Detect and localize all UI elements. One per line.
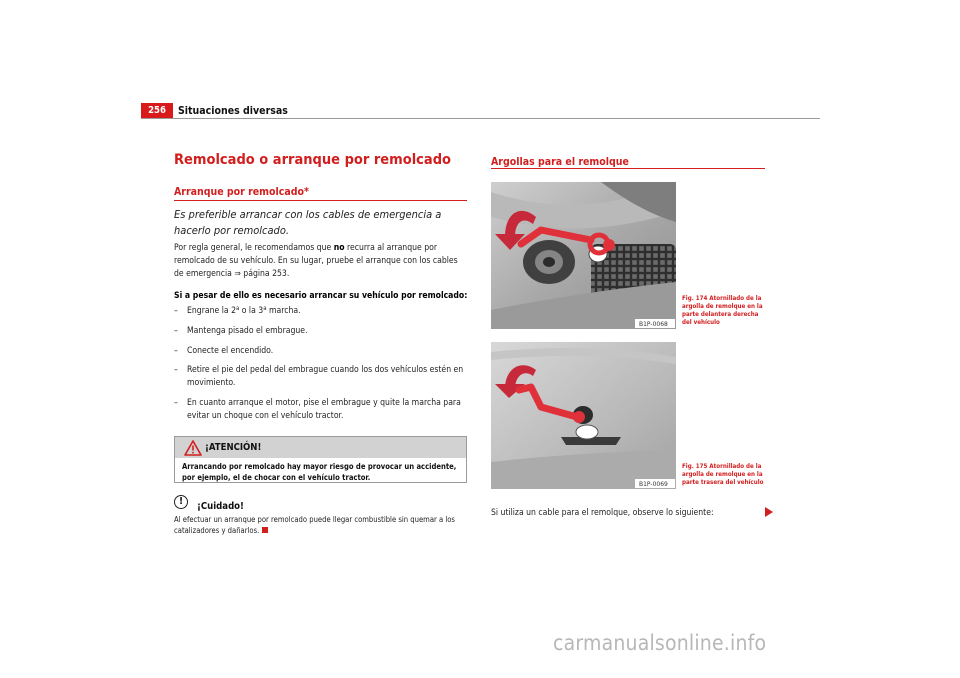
intro-text-c: recurra al arranque por remolcado de su vehículo. En su lugar, pruebe el arranque con los cables de emergencia ⇒ página 253.: [174, 243, 458, 279]
towing-eyes-divider: [491, 168, 765, 169]
continue-arrow-icon: [765, 507, 773, 517]
lead-paragraph: Es preferible arrancar con los cables de emergencia a hacerlo por remolcado.: [174, 208, 442, 237]
subsection-title: Arranque por remolcado*: [174, 186, 309, 198]
figure-rear-tow-eye: [491, 342, 676, 489]
fig2-code-label: B1P-0069: [639, 481, 668, 488]
step-item: [174, 305, 468, 318]
caution-title: ¡Cuidado!: [197, 501, 244, 512]
step-item: [174, 325, 468, 338]
step-text: Mantenga pisado el embrague.: [187, 326, 308, 336]
step1-text-a: Engrane la 2: [187, 306, 236, 316]
step-text: [187, 305, 468, 318]
front-bumper-illustration: [491, 182, 676, 329]
step-dash: –: [174, 306, 178, 316]
fig2-caption: Fig. 175 Atornillado de la argolla de remolque en la parte trasera del vehículo: [682, 463, 764, 486]
step-dash: –: [174, 346, 178, 356]
steps-heading: Si a pesar de ello es necesario arrancar su vehículo por remolcado:: [174, 291, 468, 301]
fig1-code-label: B1P-0068: [639, 321, 668, 328]
warning-triangle-icon: [184, 440, 202, 456]
intro-emphasis: no: [333, 243, 345, 253]
step-dash: –: [174, 365, 178, 375]
intro-paragraph: [174, 242, 468, 281]
step-text: Retire el pie del pedal del embrague cuando los dos vehículos estén en movimiento.: [187, 365, 464, 388]
warning-title: ¡ATENCIÓN!: [205, 442, 262, 453]
towing-cable-paragraph: Si utiliza un cable para el remolque, observe lo siguiente:: [491, 508, 714, 518]
caution-body: Al efectuar un arranque por remolcado puede llegar combustible sin quemar a los catalizadores y dañarlos.: [174, 515, 455, 535]
step1-text-c: marcha.: [266, 306, 301, 316]
step1-superscript: a: [235, 305, 240, 312]
chapter-title: Remolcado o arranque por remolcado: [174, 152, 451, 168]
step1-superscript: a: [263, 305, 267, 312]
fig1-caption: Fig. 174 Atornillado de la argolla de remolque en la parte delantera derecha del vehículo: [682, 295, 763, 326]
subsection-divider: [174, 200, 467, 201]
header-divider: [141, 118, 820, 119]
caution-text: [174, 514, 474, 536]
step-item: [174, 397, 468, 423]
step-item: [174, 364, 468, 390]
warning-text: Arrancando por remolcado hay mayor riesgo de provocar un accidente, por ejemplo, el de chocar con el vehículo tractor.: [182, 462, 457, 482]
watermark: carmanualsonline.info: [553, 631, 767, 655]
step1-text-b: o la 3: [239, 306, 264, 316]
rear-bumper-illustration: [491, 342, 676, 489]
step-text: Conecte el encendido.: [187, 346, 274, 356]
page-number: 256: [141, 103, 173, 119]
section-title: Situaciones diversas: [178, 105, 288, 117]
step-item: [174, 345, 468, 358]
towing-eyes-title: Argollas para el remolque: [491, 156, 629, 168]
intro-text-a: Por regla general, le recomendamos que: [174, 243, 334, 253]
figure-front-tow-eye: [491, 182, 676, 329]
step-dash: –: [174, 326, 178, 336]
caution-icon: !: [174, 495, 188, 509]
step-dash: –: [174, 398, 178, 408]
end-of-section-marker: [262, 527, 268, 533]
step-text: En cuanto arranque el motor, pise el embrague y quite la marcha para evitar un choque con el vehículo tractor.: [187, 398, 461, 421]
